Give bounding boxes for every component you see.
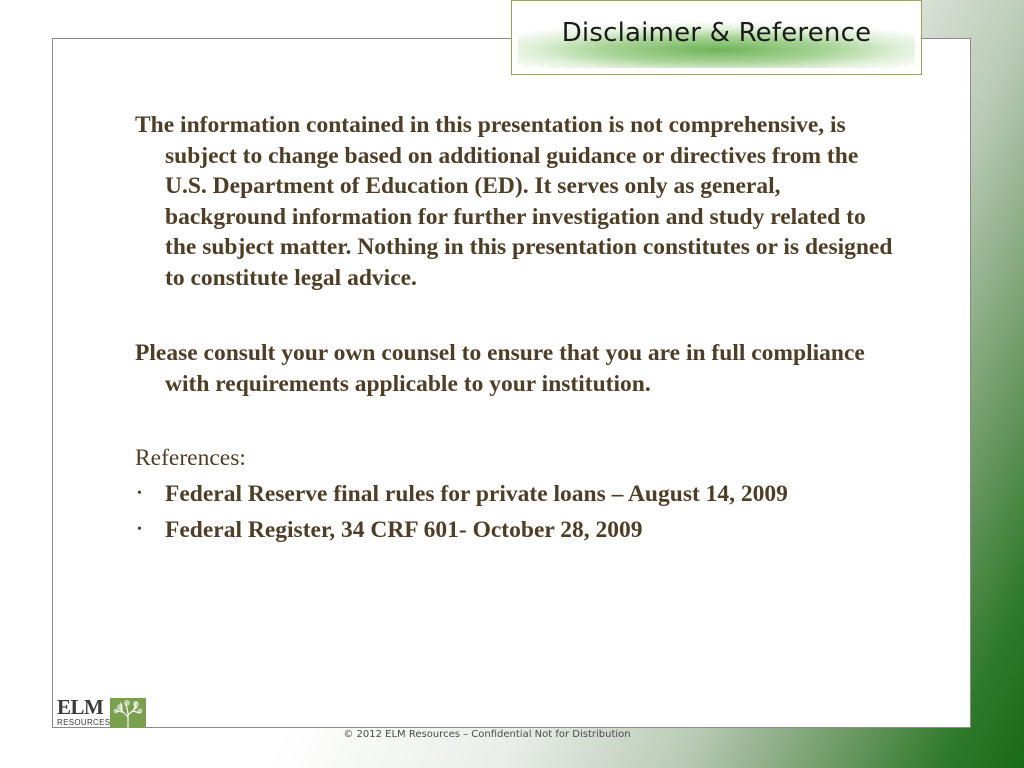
tree-icon [110, 698, 146, 728]
logo-subtitle: RESOURCES [57, 718, 111, 727]
disclaimer-paragraph: The information contained in this presentation is not comprehensive, is subject to change based on additional guidance or directives from the U.S. Department of Education (ED). It serves only as general, background information for further investigation and study related to the subject matter. Nothing in this presentation constitutes or is designed to constitute legal advice. [135, 112, 893, 291]
bullet-icon: • [137, 522, 142, 537]
references-heading: References: [135, 445, 246, 471]
title-box [511, 0, 922, 75]
reference-item [135, 479, 895, 510]
footer-copyright: © 2012 ELM Resources – Confidential Not for Distribution [343, 729, 631, 740]
references-list [135, 479, 895, 546]
reference-text: Federal Reserve final rules for private loans – August 14, 2009 [165, 480, 788, 507]
bullet-icon: • [137, 485, 142, 501]
counsel-paragraph: Please consult your own counsel to ensure that you are in full compliance with requirements applicable to your institution. [135, 340, 865, 397]
reference-text: Federal Register, 34 CRF 601- October 28, 2009 [165, 517, 643, 543]
logo-name: ELM [57, 695, 104, 719]
elm-logo [57, 695, 149, 730]
reference-item [135, 515, 895, 546]
slide-content [135, 110, 895, 552]
slide-title: Disclaimer & Reference [561, 18, 872, 48]
